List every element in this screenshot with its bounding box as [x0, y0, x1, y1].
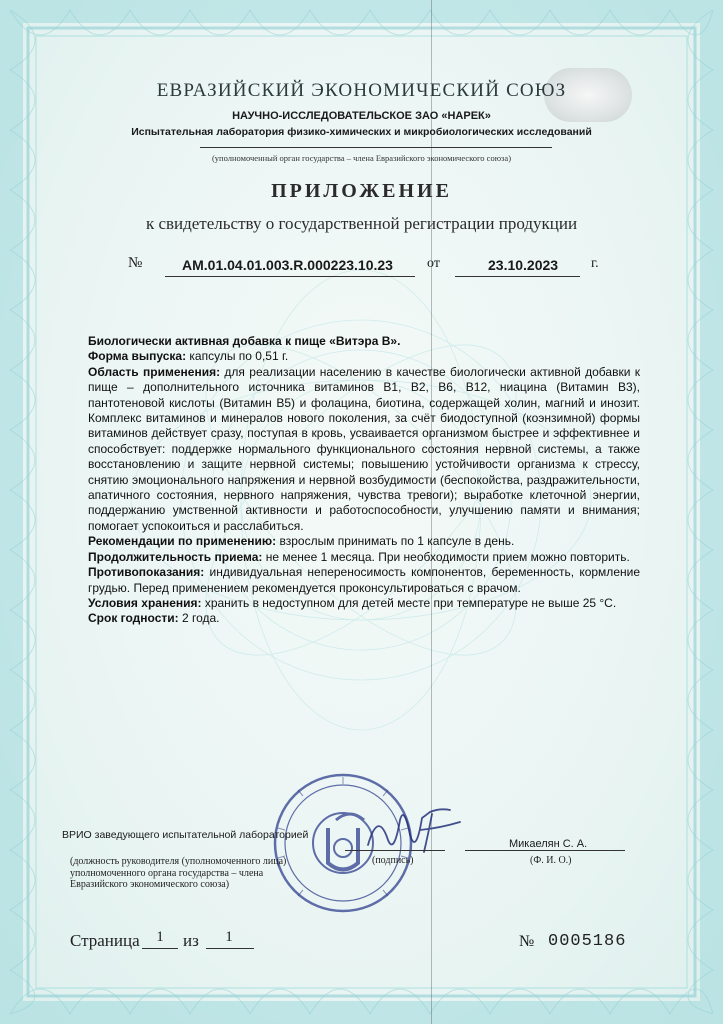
- duration-section: [88, 550, 640, 565]
- laboratory-name: Испытательная лаборатория физико-химических и микробиологических исследований: [131, 126, 592, 138]
- signature-line: [345, 850, 445, 851]
- name-line: [465, 850, 625, 851]
- storage-section: [88, 596, 640, 611]
- organization-name: НАУЧНО-ИССЛЕДОВАТЕЛЬСКОЕ ЗАО «НАРЕК»: [232, 110, 491, 122]
- form-label: Форма выпуска:: [88, 349, 187, 364]
- duration-value: не менее 1 месяца. При необходимости прием можно повторить.: [262, 549, 630, 564]
- product-description: [88, 334, 640, 627]
- page-current-underline: [142, 948, 178, 949]
- dosage-label: Рекомендации по применению:: [88, 534, 277, 549]
- name-note: (Ф. И. О.): [530, 855, 572, 866]
- shelf-life-label: Срок годности:: [88, 611, 179, 626]
- dosage-section: [88, 534, 640, 549]
- dosage-value: взрослым принимать по 1 капсуле в день.: [276, 534, 515, 549]
- handwritten-signature: [360, 800, 470, 860]
- signatory-position: ВРИО заведующего испытательной лабораторией: [62, 829, 309, 841]
- registration-number: AM.01.04.01.003.R.000223.10.23: [182, 257, 393, 273]
- scope-value: для реализации населению в качестве биологически активной добавки к пище – дополнительного источника витаминов В1, В2, В6, В12, ниацина (Витамин В3), пантотеновой кислоты (Витамин В5) и фолацина, биотина, содержащей холин, магний и инозит. Комплекс витаминов и минералов нового поколения, за счёт биодоступной (коэнзимной) формы витаминов действует сразу, поступая в кровь, усваивается организмом быстрее и эффективнее и способствует: поддержке нормального функционального состояния нервной системы, а также восстановлению и защите нервной системы; повышению устойчивости организма к стрессу, снятию эмоционального напряжения и нервной возбудимости (беспокойства, раздражительности, апатичного состояния, нервного напряжения, чувства тревоги); выработке клеточной энергии, поддержанию умственной активности и работоспособности, улучшению памяти и внимания; помогает успокоиться и расслабиться.: [88, 364, 641, 533]
- form-section: [88, 349, 640, 364]
- serial-number: 0005186: [548, 932, 627, 951]
- union-heading: ЕВРАЗИЙСКИЙ ЭКОНОМИЧЕСКИЙ СОЮЗ: [156, 80, 567, 101]
- page-total-underline: [206, 948, 254, 949]
- page-current: 1: [156, 929, 164, 945]
- shelf-life-value: 2 года.: [178, 611, 220, 626]
- signature-note: (подпись): [372, 855, 414, 866]
- contraindications-value: индивидуальная непереносимость компонентов, беременность, кормление грудью. Перед применением рекомендуется проконсультироваться с врачом.: [88, 565, 640, 595]
- storage-label: Условия хранения:: [88, 595, 202, 610]
- document-title: ПРИЛОЖЕНИЕ: [271, 180, 452, 202]
- position-note: (должность руководителя (уполномоченного лица) уполномоченного органа государства – члена Евразийского экономического союза): [70, 856, 287, 891]
- number-sign: №: [128, 255, 143, 271]
- registration-date: 23.10.2023: [488, 257, 559, 273]
- product-name: Биологически активная добавка к пище «Витэра В».: [88, 334, 401, 348]
- storage-value: хранить в недоступном для детей месте при температуре не выше 25 °С.: [201, 595, 617, 610]
- registration-from-label: от: [427, 256, 440, 271]
- page-of-label: из: [183, 931, 199, 950]
- header-divider: [200, 147, 552, 148]
- page-label: Страница: [70, 931, 140, 950]
- scope-section: [88, 365, 640, 534]
- contraindications-section: [88, 565, 640, 596]
- scope-label: Область применения:: [88, 364, 221, 379]
- authority-note: (уполномоченный орган государства – члена Евразийского экономического союза): [211, 153, 512, 163]
- shelf-life-section: [88, 611, 640, 626]
- registration-date-underline: [455, 276, 580, 277]
- signatory-name: Микаелян С. А.: [509, 838, 588, 850]
- contraindications-label: Противопоказания:: [88, 565, 205, 580]
- form-value: капсулы по 0,51 г.: [186, 349, 289, 364]
- duration-label: Продолжительность приема:: [88, 549, 263, 564]
- page-total: 1: [225, 929, 233, 945]
- serial-number-sign: №: [519, 933, 535, 950]
- registration-year-suffix: г.: [591, 256, 599, 271]
- registration-number-underline: [165, 276, 415, 277]
- document-subtitle: к свидетельству о государственной регистрации продукции: [145, 214, 578, 233]
